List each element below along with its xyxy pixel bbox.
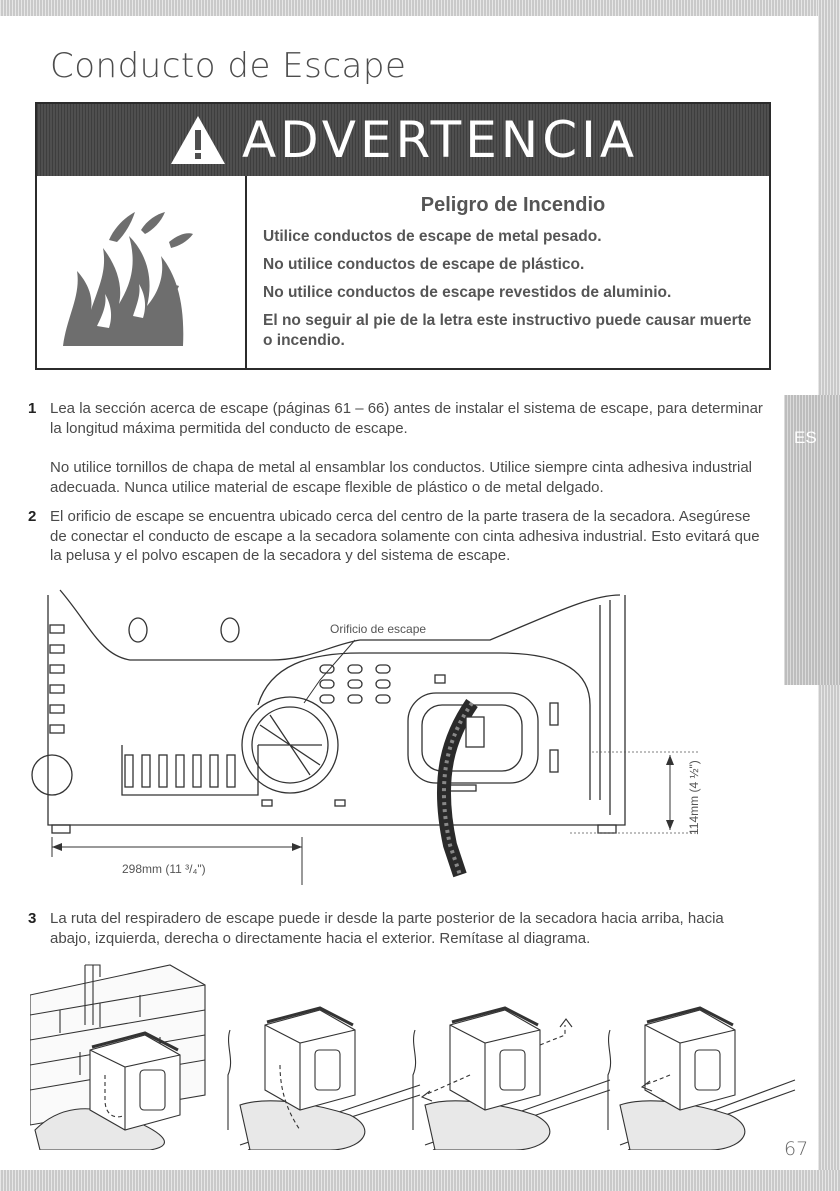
page-number: 67 bbox=[784, 1138, 809, 1160]
warning-line: No utilice conductos de escape revestidos de aluminio. bbox=[263, 284, 672, 301]
warning-text-cell bbox=[263, 194, 763, 359]
exhaust-opening-label: Orificio de escape bbox=[330, 622, 427, 636]
vent-up-scene bbox=[30, 965, 205, 1150]
warning-heading: Peligro de Incendio bbox=[420, 194, 606, 216]
bottom-border-bar bbox=[0, 1170, 840, 1191]
warning-box bbox=[35, 102, 771, 370]
vent-down-scene bbox=[228, 1008, 420, 1150]
width-dimension-label: 298mm (11 ³/₄") bbox=[122, 862, 206, 876]
step-1-note: No utilice tornillos de chapa de metal al ensamblar los conductos. Utilice siempre cinta adhesiva industrial adecuada. Nunca utilice material de escape flexible de plástico o de metal delgado. bbox=[50, 459, 753, 496]
step-text: El orificio de escape se encuentra ubicado cerca del centro de la parte trasera de la secadora. Asegúrese de conectar el conducto de escape a la secadora solamente con cinta adhesiva industrial. Esto evitará que la pelusa y el polvo escapen de la secadora y del sistema de escape. bbox=[50, 508, 760, 564]
vent-side-scene bbox=[413, 1008, 610, 1150]
fire-icon bbox=[37, 176, 245, 368]
vent-direction-diagrams bbox=[30, 955, 800, 1150]
step-1 bbox=[28, 399, 768, 438]
step-text: La ruta del respiradero de escape puede ir desde la parte posterior de la secadora hacia arriba, hacia abajo, izquierda, derecha o directamente hacia el exterior. Remítase al diagrama. bbox=[50, 910, 724, 947]
vent-straight-scene bbox=[608, 1008, 795, 1150]
warning-line: No utilice conductos de escape de plástico. bbox=[263, 256, 585, 273]
page-title: Conducto de Escape bbox=[50, 46, 407, 86]
step-number: 1 bbox=[28, 400, 37, 417]
top-border-bar bbox=[0, 0, 840, 16]
height-dimension-label: 114mm (4 ½") bbox=[687, 760, 701, 835]
warning-title: ADVERTENCIA bbox=[241, 111, 639, 169]
warning-triangle-icon bbox=[168, 113, 228, 167]
dryer-back-diagram bbox=[30, 585, 750, 885]
step-number: 3 bbox=[28, 910, 37, 927]
warning-line: El no seguir al pie de la letra este instructivo puede causar muerte o incendio. bbox=[263, 312, 752, 349]
step-text: Lea la sección acerca de escape (páginas 61 – 66) antes de instalar el sistema de escape, para determinar la longitud máxima permitida del conducto de escape. bbox=[50, 400, 763, 437]
step-2 bbox=[28, 507, 768, 566]
fire-hazard-cell bbox=[37, 176, 247, 368]
step-number: 2 bbox=[28, 508, 37, 525]
warning-line: Utilice conductos de escape de metal pesado. bbox=[263, 228, 602, 245]
step-3 bbox=[28, 909, 768, 948]
warning-header bbox=[37, 104, 769, 176]
language-tab-label: ES bbox=[794, 428, 817, 447]
